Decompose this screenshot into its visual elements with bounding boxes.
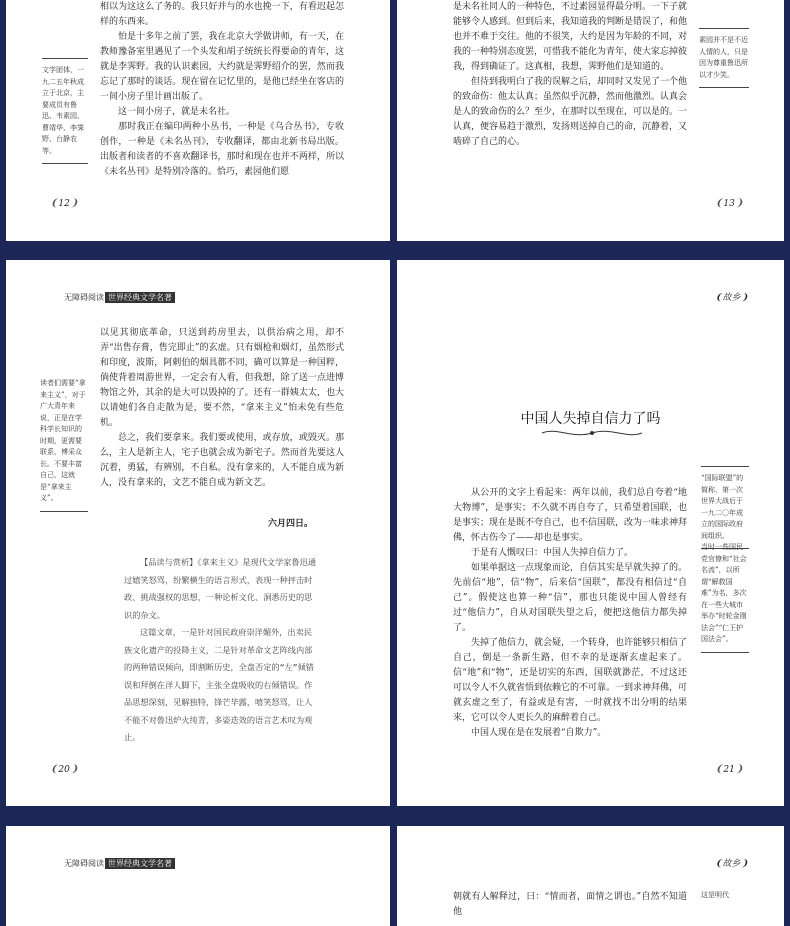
paragraph: 这篇文章，一是针对国民政府崇洋媚外，出卖民族文化遗产的投降主义，二是针对革命文艺阵线内部的两种错误倾向，即割断历史，全盘否定的“左”倾错误和拜倒在洋人脚下，主张全盘吸收的右倾错误。作品思想深刻，见解独特，锋芒毕露，嘻笑怒骂，让人不能不对鲁迅炉火纯青，多姿迭效的语言艺术叹为观止。 [124,627,314,742]
running-header: 无障碍阅读 世界经典文学名著 [64,858,175,869]
running-header: 无障碍阅读 世界经典文学名著 [64,292,175,303]
margin-note: 素园并不是不近人情的人，只是因为尊重鲁迅所以才少笑。 [699,22,749,94]
page-12 [6,0,390,241]
laurel-icon: ❩ [69,764,79,775]
laurel-icon: ❨ [715,764,724,775]
paragraph: 【品读与赏析】《拿来主义》是现代文学家鲁迅通过嬉笑怒骂，纷繁横生的语言形式，表现一种抨击时政、挑战强权的思想，一种论析文化、洞悉历史的思识的杂文。 [124,557,317,620]
paragraph: 于是有人慨叹曰：中国人失掉自信力了。 [471,548,634,558]
paragraph: 但待到我明白了我的误解之后，却同时又发见了一个他的致命伤：他太认真；虽然似乎沉静，然而他激烈。认真会是人的致命伤的么？至少，在那时以至现在，可以是的。一认真，便容易趋于激烈，发扬则送掉自己的命，沉静着，又啮碎了自己的心。 [453,77,688,147]
laurel-icon: ❩ [740,293,749,303]
page-body [100,0,344,180]
laurel-icon: ❩ [69,198,79,209]
page-number: ❨21❩ [715,764,744,775]
page-body [453,890,687,920]
book-title-tag: ❨故乡❩ [715,293,749,303]
paragraph: 总之，我们要拿来。我们要或使用，或存放，或毁灭。那么，主人是新主人，宅子也就会成为新宅子。然而首先要这人沉着，勇猛，有辨别，不自私。没有拿来的，人不能自成为新人，没有拿来的，文艺不能自成为新文艺。 [100,433,344,488]
page-21 [397,260,784,806]
laurel-icon: ❨ [50,764,59,775]
laurel-icon: ❩ [734,764,744,775]
page-number: ❨12❩ [50,198,79,209]
paragraph: 是未名社同人的一种特色，不过素园显得最分明。一下子就能够令人感到。但到后来，我知道我的判断是错误了，和他也并不难于交往。他的不很笑，大约是因为年龄的不同，对我的一种特别态度罢，可惜我不能化为青年，使大家忘掉彼我，得到确证了。这真相，我想，霁野他们是知道的。 [453,2,688,72]
margin-note: 读者们需要“拿来主义”，对于广大青年来说，正是在学科学长知识的时期，更需要联系，博采众长。不要丰富自己，这就是“拿来主义”。 [40,378,88,518]
laurel-icon: ❨ [715,293,723,303]
page-body [453,0,687,150]
laurel-icon: ❨ [715,859,723,869]
paragraph: 中国人现在是在发展着“自欺力”。 [471,728,607,738]
paragraph: 以见其彻底革命，只送到药房里去，以供治病之用，却不弄“出售存膏，售完即止”的玄虚。只有烟枪和烟灯，虽然形式和印度，波斯，阿剌伯的烟具都不同，确可以算是一种国粹，倘使背着周游世界，一定会有人看，但我想，除了送一点进博物馆之外，其余的是大可以毁掉的了。还有一群姨太太，也大以请她们各自走散为是，要不然，“拿来主义”怕未免有些危机。 [100,328,344,428]
page-body [100,326,344,491]
paragraph: 怕是十多年之前了罢，我在北京大学做讲师，有一天，在教师豫备室里遇见了一个头发和胡子统统长得要命的青年，这就是李霁野。我的认识素园，大约就是霁野绍介的罢，然而我忘记了那时的谈话。现在留在记忆里的，是他已经坐在客店的一间小房子里计画出版了。 [100,32,344,102]
paragraph: 朝就有人解释过，曰：“情而者，面情之谓也。”自然不知道他 [453,892,687,917]
page-body [453,486,687,741]
page-number: ❨13❩ [715,198,744,209]
page-13 [397,0,784,241]
series-badge: 世界经典文学名著 [105,858,175,869]
laurel-icon: ❩ [734,198,744,209]
margin-note: 这是明代 [701,891,729,899]
commentary-box [124,554,318,747]
paragraph: 这一间小房子，就是未名社。 [118,107,236,117]
page-20 [6,260,390,806]
margin-note: “国际联盟”的简称，第一次世界大战后于一九二〇年成立的国际政府间组织。 [701,460,749,555]
page-22 [6,826,390,926]
laurel-icon: ❩ [740,859,749,869]
date-line: 六月四日。 [268,519,314,529]
chapter-title: 中国人失掉自信力了吗 [520,411,661,427]
paragraph: 那时我正在编印两种小丛书，一种是《乌合丛书》，专收创作，一种是《未名丛刊》，专收翻译，都由北新书局出版。出版者和读者的不喜欢翻译书，那时和现在也并不两样，所以《未名丛刊》是特别冷落的。恰巧，素园他们愿 [100,122,344,177]
laurel-icon: ❨ [715,198,724,209]
page-23 [397,826,784,926]
margin-note: 当时一些国民党官僚和“社会名流”，以所谓“解救国难”为名，多次在一些大城市举办“时轮金刚法会”“仁王护国法会”。 [701,542,749,659]
paragraph: 相以为这这么了务的。我只好并与的水也挽一下，有看迟起怎样的东西来。 [100,2,344,27]
laurel-icon: ❨ [50,198,59,209]
page-number: ❨20❩ [50,764,79,775]
paragraph: 失掉了他信力，就会疑，一个转身，也许能够只相信了自己，倒是一条新生路，但不幸的是逐渐玄虚起来了。信“地”和“物”，还是切实的东西，国联就渺茫，不过这还可以令人不久就省悟到依赖它的不可靠。一到求神拜佛，可就玄虚之至了，有益或是有害，一时就找不出分明的结果来，它可以令人更长久的麻醉着自己。 [453,638,688,723]
book-title-tag: ❨故乡❩ [715,859,749,869]
flourish-ornament [537,426,647,440]
paragraph: 从公开的文字上看起来：两年以前，我们总自夸着“地大物博”，是事实；不久就不再自夸了，只希望着国联，也是事实；现在是既不夸自己，也不信国联，改为一味求神拜佛，怀古伤今了——却也是事实。 [453,488,688,543]
margin-note: 文学团体，一九二五年秋成立于北京，主要成员有鲁迅、韦素园、曹靖华、李霁野、台静农等。 [42,52,88,170]
paragraph: 如果单据这一点现象而论，自信其实是早就失掉了的。先前信“地”，信“物”，后来信“国联”，都没有相信过“自己”。假使这也算一种“信”，那也只能说中国人曾经有过“他信力”，自从对国联失望之后，便把这他信力都失掉了。 [453,563,688,633]
series-badge: 世界经典文学名著 [105,292,175,303]
